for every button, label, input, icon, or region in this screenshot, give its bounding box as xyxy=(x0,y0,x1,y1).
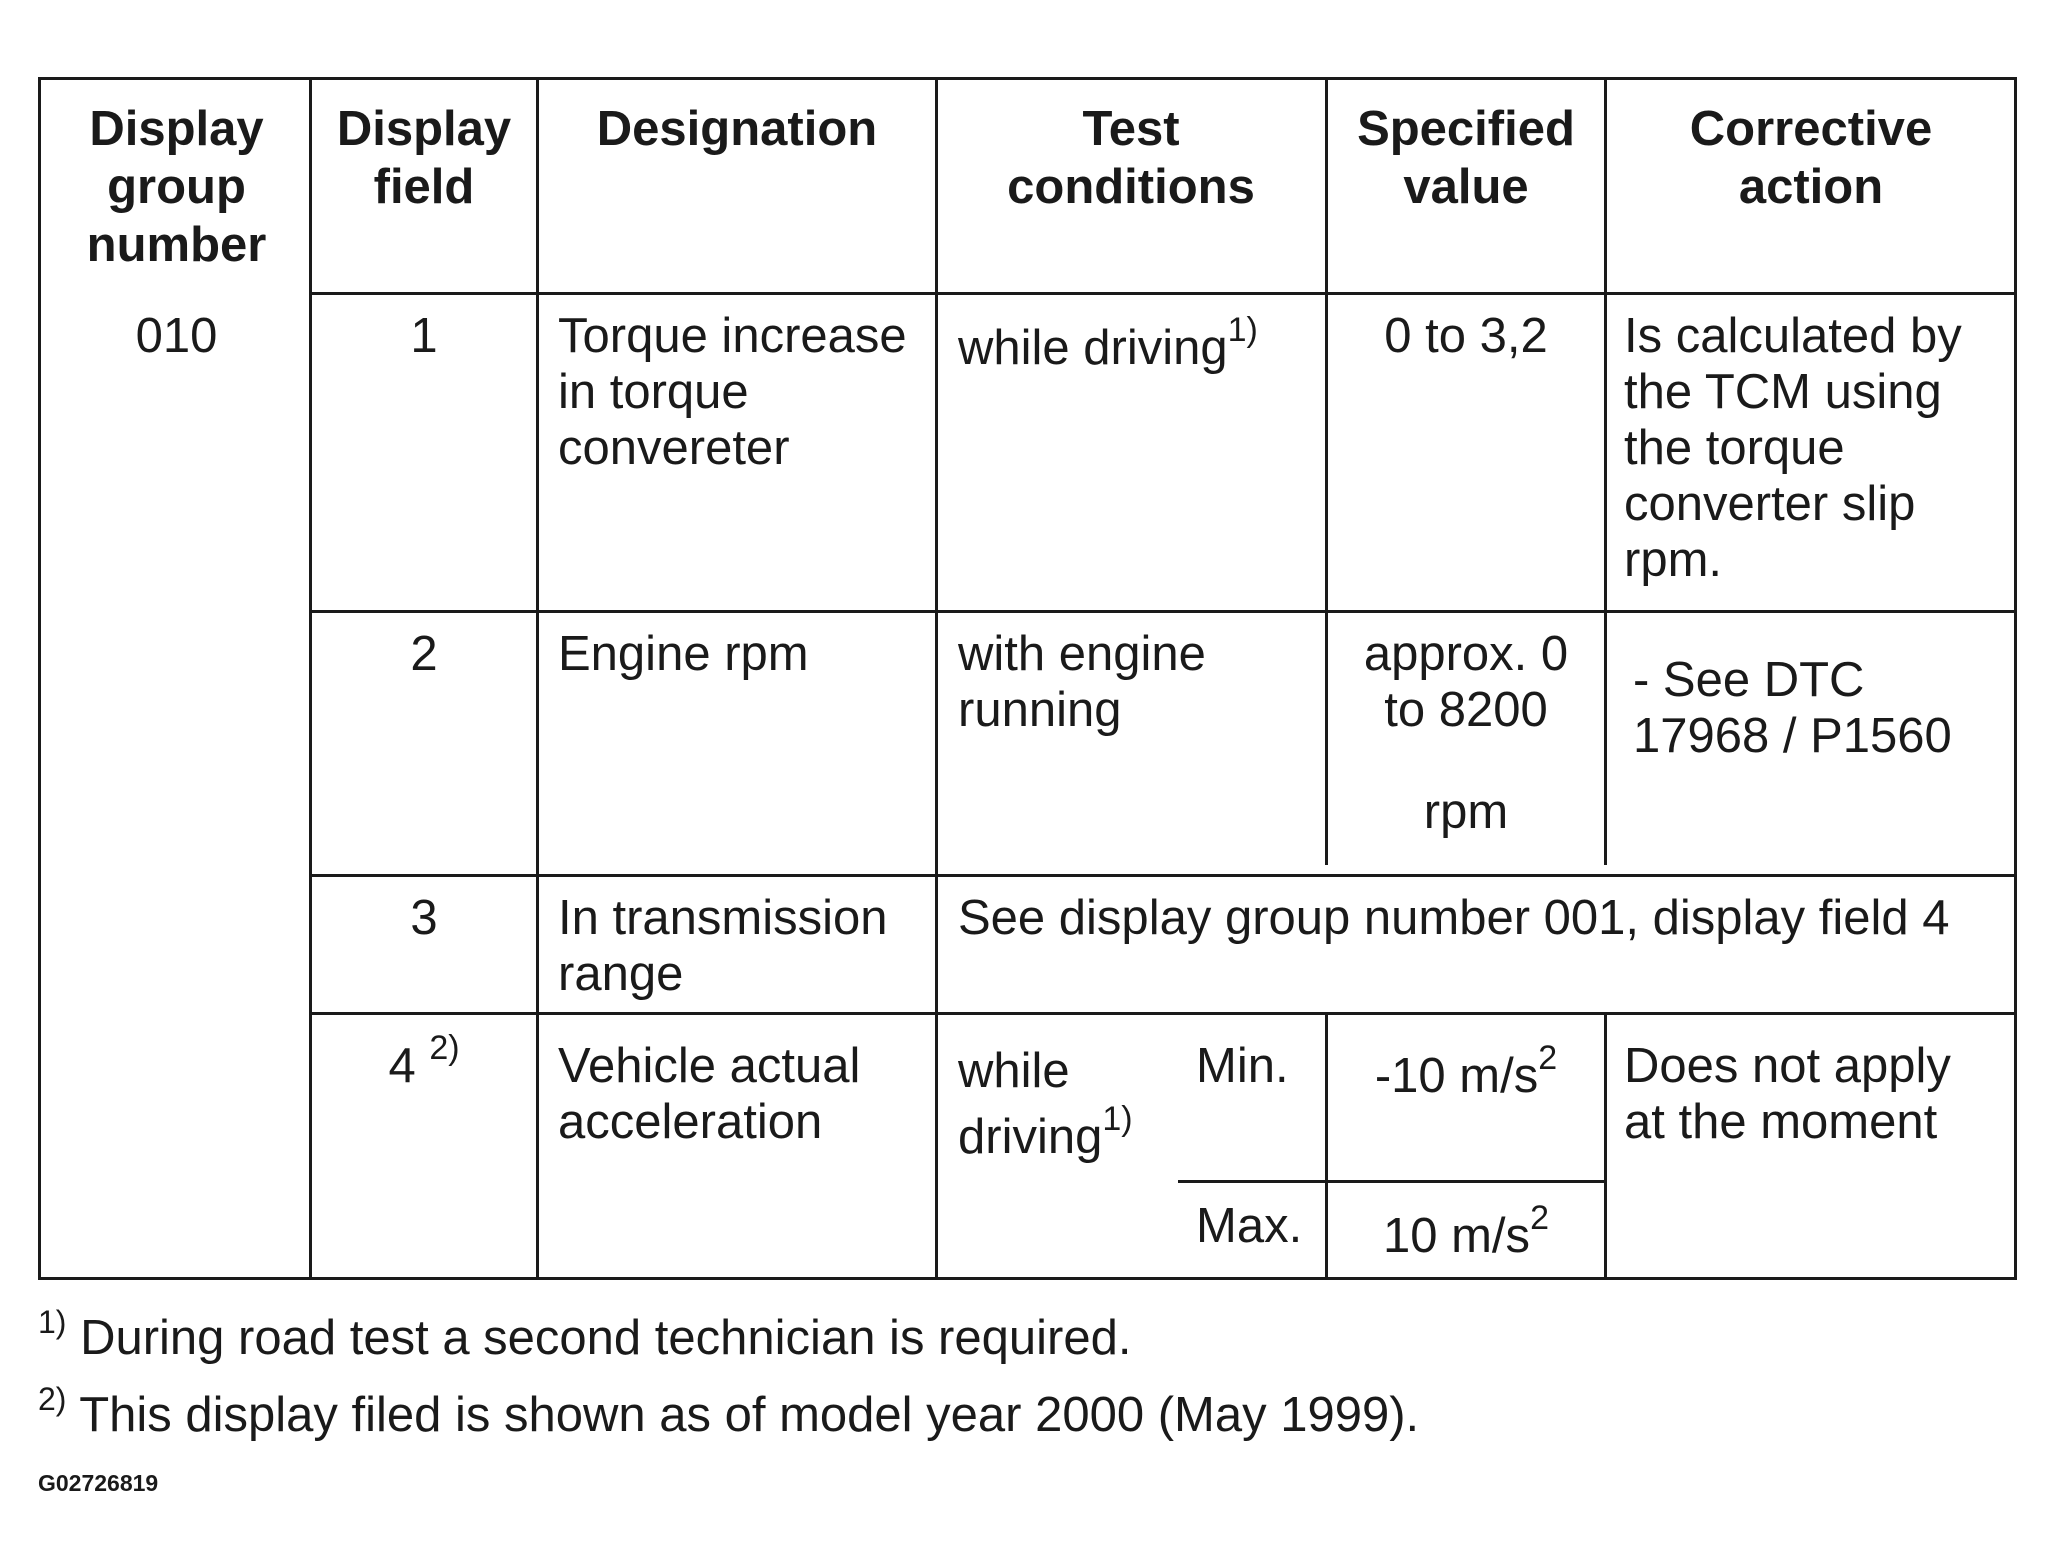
footnote-text: During road test a second technician is required. xyxy=(80,1311,1132,1365)
exponent: 2 xyxy=(1538,1038,1558,1077)
row4-max-value-text: 10 m/s xyxy=(1383,1209,1531,1263)
grid-line xyxy=(1325,1012,1328,1277)
row4-max-value xyxy=(1333,1198,1599,1264)
row4-max-label: Max. xyxy=(1196,1199,1303,1253)
row4-min-label: Min. xyxy=(1196,1039,1289,1093)
row1-specified-value: 0 to 3,2 xyxy=(1384,309,1548,363)
footnote-1 xyxy=(38,1303,1132,1368)
footnote-2 xyxy=(38,1380,1420,1445)
header-display-field: Display field xyxy=(336,102,512,214)
row4-test-condition-text: while driving xyxy=(958,1044,1103,1164)
row3-merged-note: See display group number 001, display field 4 xyxy=(958,891,1950,945)
grid-line xyxy=(935,80,938,1277)
grid-line xyxy=(309,610,2014,613)
grid-line xyxy=(309,292,2014,295)
header-test-conditions: Test conditions xyxy=(1007,102,1255,214)
grid-line xyxy=(1178,1180,1607,1183)
exponent: 2 xyxy=(1530,1198,1549,1237)
header-specified-value: Specified value xyxy=(1357,102,1575,214)
figure-code: G02726819 xyxy=(38,1470,159,1496)
row4-test-condition xyxy=(958,1038,1178,1170)
grid-line xyxy=(1604,1012,1607,1277)
header-corrective-action: Corrective action xyxy=(1689,102,1933,214)
row3-designation: In transmission range xyxy=(558,891,888,1001)
row4-field-text: 4 xyxy=(388,1039,416,1093)
footnote-marker: 2) xyxy=(38,1380,67,1417)
row3-field: 3 xyxy=(410,891,438,945)
row1-designation: Torque increase in torque convereter xyxy=(558,309,907,475)
grid-line xyxy=(309,80,312,1277)
row2-specified-unit: rpm xyxy=(1423,785,1509,839)
footnote-marker: 2) xyxy=(429,1028,460,1067)
group-number: 010 xyxy=(135,309,218,363)
grid-line xyxy=(309,874,2014,877)
row1-test-condition xyxy=(958,310,1318,376)
row2-specified-value: approx. 0 to 8200 xyxy=(1363,627,1569,737)
row4-designation: Vehicle actual acceleration xyxy=(558,1039,861,1149)
footnote-marker: 1) xyxy=(38,1303,67,1340)
row1-field: 1 xyxy=(410,309,438,363)
row4-min-value-text: -10 m/s xyxy=(1374,1049,1539,1103)
row4-corrective-action: Does not apply at the moment xyxy=(1624,1039,1951,1149)
grid-line xyxy=(1325,80,1328,865)
row4-min-value xyxy=(1333,1038,1599,1104)
grid-line xyxy=(309,1012,2014,1015)
grid-line xyxy=(536,80,539,1277)
footnote-marker: 1) xyxy=(1102,1099,1133,1138)
footnote-text: This display filed is shown as of model year 2000 (May 1999). xyxy=(79,1388,1420,1442)
row2-corrective-action: - See DTC 17968 / P1560 xyxy=(1633,653,1952,763)
header-designation: Designation xyxy=(596,102,878,156)
header-display-group-number: Display group number xyxy=(86,102,267,272)
diagnostic-table xyxy=(38,77,2017,1280)
row2-field: 2 xyxy=(410,627,438,681)
grid-line xyxy=(1604,80,1607,865)
row1-corrective-action: Is calculated by the TCM using the torque converter slip rpm. xyxy=(1624,309,1962,587)
row2-test-condition: with engine running xyxy=(958,627,1206,737)
row1-test-condition-text: while driving xyxy=(958,321,1228,375)
row4-field xyxy=(317,1028,531,1094)
row2-designation: Engine rpm xyxy=(558,627,809,681)
footnote-marker: 1) xyxy=(1227,310,1258,349)
